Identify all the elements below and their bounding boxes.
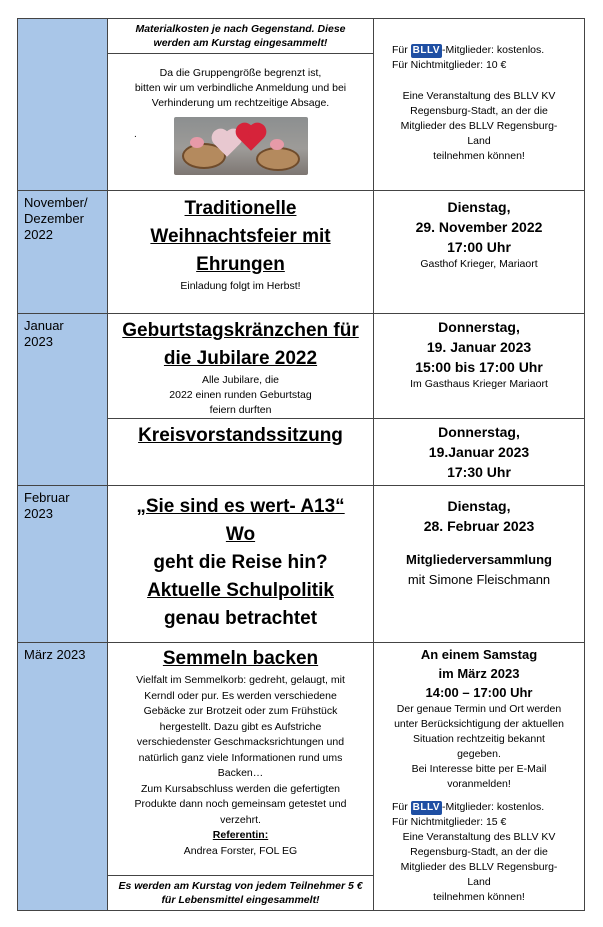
- event-details-cell: Semmeln backen Vielfalt im Semmelkorb: gedreht, gelaugt, mit Kerndl oder pur. Es werden verschiedene Gebäcke zur Brotzeit oder zum Frühstück hergestellt. Dazu gibt es Aufstriche verschiedenster Geschmacksrichtungen und natürlich ganz viele Informationen rund ums Backen… Zum Kursabschluss werden die gefertigten Produkte dann noch gemeinsam getestet und verzehrt. Referentin: Andrea Forster, FOL EG Es werden am Kurstag von jedem Teilnehmer 5 € für Lebensmittel eingesammelt!: [108, 643, 374, 911]
- price-cell: Für BLLV -Mitglieder: kostenlos. Für Nichtmitglieder: 10 € Eine Veranstaltung des BLLV KV Regensburg-Stadt, an der die Mitglieder des BLLV Regensburg- Land teilnehmen können!: [374, 19, 585, 191]
- date-cell: Donnerstag, 19.Januar 2023 17:30 Uhr: [374, 419, 585, 486]
- nonmember-price: Für Nichtmitglieder: 15 €: [392, 816, 507, 828]
- event-title-cell: Geburtstagskränzchen für die Jubilare 2022 Alle Jubilare, die 2022 einen runden Geburtstag feiern durften: [108, 314, 374, 419]
- date-cell: Donnerstag, 19. Januar 2023 15:00 bis 17:00 Uhr Im Gasthaus Krieger Mariaort: [374, 314, 585, 419]
- month-cell: Februar 2023: [18, 486, 108, 643]
- month-cell: [18, 19, 108, 191]
- month-cell: Januar 2023: [18, 314, 108, 486]
- photo-wrapper: .: [108, 117, 373, 175]
- date-cell: An einem Samstag im März 2023 14:00 – 17:00 Uhr Der genaue Termin und Ort werden unter Berücksichtigung der aktuellen Situation rechtzeitig bekannt gegeben. Bei Interesse bitte per E-Mail voranmelden! Für BLLV -Mitglieder: kostenlos. Für Nichtmitglieder: 15 € Eine Veranstaltung des BLLV KV Regensburg-Stadt, an der die Mitglieder des BLLV Regensburg- Land teilnehmen können!: [374, 643, 585, 911]
- course-description: Vielfalt im Semmelkorb: gedreht, gelaugt, mit Kerndl oder pur. Es werden verschiedene Gebäcke zur Brotzeit oder zum Frühstück hergestellt. Dazu gibt es Aufstriche verschiedenster Geschmacksrichtungen und natürlich ganz viele Informationen rund ums Backen… Zum Kursabschluss werden die gefertigten Produkte dann noch gemeinsam getestet und verzehrt. Referentin: Andrea Forster, FOL EG: [108, 673, 373, 859]
- month-cell: November/ Dezember 2022: [18, 191, 108, 314]
- referent-name: Andrea Forster, FOL EG: [183, 844, 298, 857]
- table-row: [18, 19, 585, 191]
- date-cell: Dienstag, 28. Februar 2023 Mitgliederversammlung mit Simone Fleischmann: [374, 486, 585, 643]
- food-costs-note: Es werden am Kurstag von jedem Teilnehmer 5 € für Lebensmittel eingesammelt!: [108, 875, 373, 910]
- schedule-table: [17, 18, 585, 911]
- table-row: [18, 191, 585, 314]
- table-row: [18, 314, 585, 419]
- table-row: [18, 643, 585, 911]
- event-title-cell: Traditionelle Weihnachtsfeier mit Ehrungen Einladung folgt im Herbst!: [108, 191, 374, 314]
- hearts-photo: [174, 117, 308, 175]
- member-price: Für BLLV -Mitglieder: kostenlos.: [392, 44, 545, 56]
- nonmember-price: Für Nichtmitglieder: 10 €: [392, 59, 507, 71]
- details-cell: [108, 19, 374, 191]
- bllv-logo-icon: BLLV: [412, 45, 441, 56]
- event-title-cell: „Sie sind es wert- A13“ Wo geht die Reise hin? Aktuelle Schulpolitik genau betrachtet: [108, 486, 374, 643]
- month-cell: März 2023: [18, 643, 108, 911]
- date-cell: Dienstag, 29. November 2022 17:00 Uhr Gasthof Krieger, Mariaort: [374, 191, 585, 314]
- material-costs-note: Materialkosten je nach Gegenstand. Diese werden am Kurstag eingesammelt!: [108, 19, 373, 54]
- bllv-logo-icon: BLLV: [412, 802, 441, 813]
- event-title-cell: Kreisvorstandssitzung: [108, 419, 374, 486]
- table-row: [18, 486, 585, 643]
- registration-text: Da die Gruppengröße begrenzt ist, bitten wir um verbindliche Anmeldung und bei Verhinderung um rechtzeitige Absage.: [134, 67, 347, 109]
- referent-label: Referentin:: [212, 829, 269, 841]
- member-price: Für BLLV -Mitglieder: kostenlos.: [392, 801, 545, 813]
